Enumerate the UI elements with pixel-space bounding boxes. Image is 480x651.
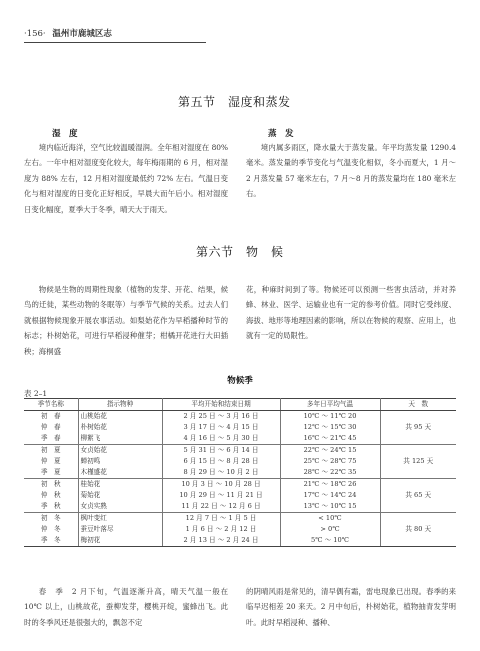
table-row	[24, 479, 456, 491]
table-row	[24, 411, 456, 423]
date-range-cell: 2 月 25 日 ～ 3 月 16 日	[162, 411, 280, 423]
temperature-cell: > 0℃	[280, 524, 380, 535]
table-title: 物候季	[227, 376, 253, 386]
evaporation-text: 境内属多雨区，降水量大于蒸发量。年平均蒸发量 1290.4 毫米。蒸发量的季节变化与气温变化相似，冬小而夏大，1 月～2 月蒸发量 57 毫米左右，7 月～8 月的蒸发量均在 180 毫米左右。	[246, 143, 456, 199]
phenology-left-text: 物候是生物的周期性现象（植物的发芽、开花、结果，候鸟的迁徙，某些动物的冬眠等）与季节气候的关系。过去人们就根据物候现象开展农事活动。如梨始花作为早稻播种时节的标志；朴树始花，可进行早稻浸种催芽；柑橘开花进行大田插秧；海桐盛	[24, 285, 228, 356]
date-range-cell: 2 月 13 日 ～ 2 月 24 日	[162, 535, 280, 547]
section6-title: 第六节 物 候	[196, 245, 284, 259]
evaporation-heading: 蒸 发	[268, 129, 294, 139]
days-cell: 共 125 天	[380, 445, 456, 479]
season-cell: 仲 夏	[24, 456, 78, 467]
species-cell: 菊始花	[78, 490, 162, 501]
species-cell: 山桃始花	[78, 411, 162, 423]
season-cell: 初 夏	[24, 445, 78, 457]
col-header-temperature: 多年日平均气温	[280, 399, 380, 411]
page-number: ·156·	[24, 29, 46, 39]
days-cell: 共 65 天	[380, 479, 456, 513]
season-cell: 仲 秋	[24, 490, 78, 501]
date-range-cell: 3 月 17 日 ～ 4 月 15 日	[162, 422, 280, 433]
table-row	[24, 445, 456, 457]
species-cell: 女贞始花	[78, 445, 162, 457]
species-cell: 女贞实熟	[78, 501, 162, 513]
species-cell: 柳絮飞	[78, 433, 162, 445]
date-range-cell: 1 月 6 日 ～ 2 月 12 日	[162, 524, 280, 535]
temperature-cell: 12℃ ～ 15℃ 30	[280, 422, 380, 433]
col-header-season: 季节名称	[24, 399, 78, 411]
temperature-cell: 10℃ ～ 11℃ 20	[280, 411, 380, 423]
temperature-cell: 25℃ ～ 28℃ 75	[280, 456, 380, 467]
date-range-cell: 12 月 7 日 ～ 1 月 5 日	[162, 513, 280, 525]
season-cell: 初 春	[24, 411, 78, 423]
phenology-right-column	[246, 282, 456, 344]
species-cell: 木槿盛花	[78, 467, 162, 479]
species-cell: 梅初花	[78, 535, 162, 547]
species-cell: 桂始花	[78, 479, 162, 491]
phenology-table	[24, 398, 456, 547]
date-range-cell: 4 月 16 日 ～ 5 月 30 日	[162, 433, 280, 445]
col-header-dates: 平均开始和结束日期	[162, 399, 280, 411]
temperature-cell: 17℃ ～ 14℃ 24	[280, 490, 380, 501]
phenology-left-column	[24, 282, 228, 359]
days-cell: 共 95 天	[380, 411, 456, 445]
running-header	[24, 27, 112, 39]
humidity-heading: 湿 度	[52, 129, 78, 139]
phenology-right-text: 花，种麻时间到了等。物候还可以预测一些害虫活动，并对养蜂、林业、医学、运输业也有一定的参考价值。同时它受纬度、海拔、地形等地理因素的影响，所以在物候的观察、应用上，也就有一定的局限性。	[246, 285, 456, 341]
humidity-text: 境内临近海洋，空气比较温暖湿润。全年相对湿度在 80% 左右。一年中相对湿度变化较大，每年梅雨期的 6 月，相对湿度为 88% 左右，12 月相对湿度最低约 72% 左右。气温日变化与相对湿度的日变化正好相反，早晨大而午后小。相对湿度日变化幅度，夏季大于冬季，晴天大于雨天。	[24, 143, 228, 214]
season-cell: 仲 冬	[24, 524, 78, 535]
species-cell: 枫叶变红	[78, 513, 162, 525]
date-range-cell: 10 月 29 日 ～ 11 月 21 日	[162, 490, 280, 501]
temperature-cell: 13℃ ～ 10℃ 15	[280, 501, 380, 513]
species-cell: 朴树始花	[78, 422, 162, 433]
season-cell: 季 春	[24, 433, 78, 445]
species-cell: 蝉初鸣	[78, 456, 162, 467]
spring-left-column	[24, 584, 228, 630]
temperature-cell: 28℃ ～ 22℃ 35	[280, 467, 380, 479]
table-row	[24, 513, 456, 525]
days-cell: 共 80 天	[380, 513, 456, 547]
humidity-column	[24, 140, 228, 217]
season-cell: 仲 春	[24, 422, 78, 433]
section5-title: 第五节 湿度和蒸发	[178, 95, 291, 109]
season-cell: 初 秋	[24, 479, 78, 491]
col-header-species: 指示物种	[78, 399, 162, 411]
temperature-cell: 5℃ ～ 10℃	[280, 535, 380, 547]
date-range-cell: 5 月 31 日 ～ 6 月 14 日	[162, 445, 280, 457]
date-range-cell: 10 月 3 日 ～ 10 月 28 日	[162, 479, 280, 491]
table-label: 表 2–1	[24, 389, 48, 398]
date-range-cell: 11 月 22 日 ～ 12 月 6 日	[162, 501, 280, 513]
season-cell: 季 夏	[24, 467, 78, 479]
book-title: 温州市鹿城区志	[52, 29, 112, 39]
season-cell: 季 冬	[24, 535, 78, 547]
header-rule	[24, 42, 206, 43]
temperature-cell: 22℃ ～ 24℃ 15	[280, 445, 380, 457]
date-range-cell: 6 月 15 日 ～ 8 月 28 日	[162, 456, 280, 467]
temperature-cell: 21℃ ～ 18℃ 26	[280, 479, 380, 491]
spring-right-column	[246, 584, 456, 630]
evaporation-column	[246, 140, 456, 202]
col-header-days: 天 数	[380, 399, 456, 411]
temperature-cell: < 10℃	[280, 513, 380, 525]
species-cell: 蚕豆叶落尽	[78, 524, 162, 535]
temperature-cell: 16℃ ～ 21℃ 45	[280, 433, 380, 445]
spring-right-text: 的阴晴风雨是常见的，清早偶有霜，雷电现象已出现。春季的来临早迟相差 20 来天。2 月中旬后，朴树始花，植物抽青发芽明叶。此时早稻浸种、播种、	[246, 587, 456, 627]
spring-left-text: 春 季 2 月下旬，气温逐渐升高，晴天气温一般在 10℃ 以上，山桃故花，蚕柳发芽，樱桃开绽，蜜蜂出飞。此时的冬季风还是很强大的，飘忽不定	[24, 587, 228, 627]
date-range-cell: 8 月 29 日 ～ 10 月 2 日	[162, 467, 280, 479]
season-cell: 季 秋	[24, 501, 78, 513]
season-cell: 初 冬	[24, 513, 78, 525]
table-header-row	[24, 399, 456, 411]
